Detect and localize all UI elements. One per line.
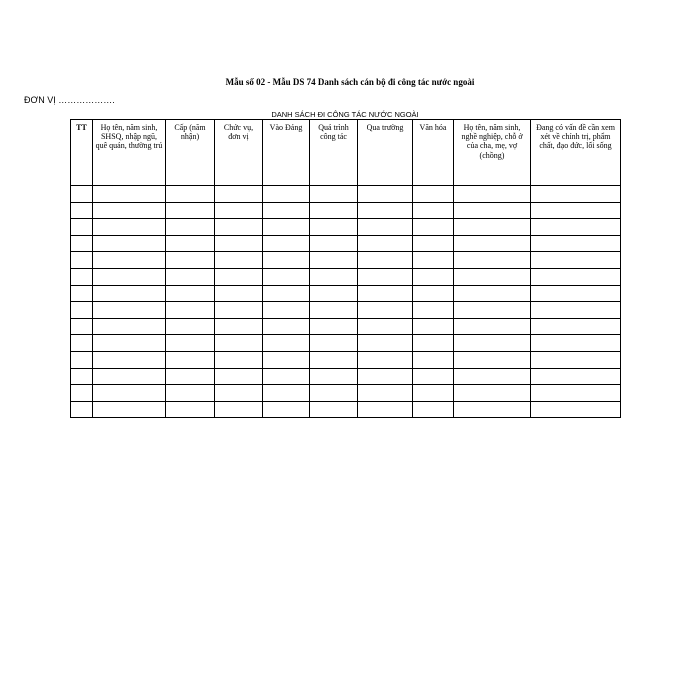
column-header-schools: Qua trường [358, 120, 413, 186]
table-cell [454, 385, 531, 402]
table-cell [93, 268, 166, 285]
table-cell [358, 368, 413, 385]
table-cell [215, 318, 263, 335]
table-cell [413, 202, 454, 219]
table-cell [413, 285, 454, 302]
table-cell [413, 351, 454, 368]
table-cell [531, 235, 621, 252]
table-cell [263, 285, 310, 302]
table-cell [454, 351, 531, 368]
table-row [71, 235, 621, 252]
table-cell [215, 268, 263, 285]
table-cell [531, 368, 621, 385]
table-cell [93, 385, 166, 402]
table-cell [166, 202, 215, 219]
table-cell [310, 235, 358, 252]
table-cell [310, 285, 358, 302]
table-cell [71, 368, 93, 385]
table-cell [531, 335, 621, 352]
table-cell [263, 368, 310, 385]
table-cell [263, 186, 310, 203]
table-body [71, 186, 621, 418]
table-cell [358, 335, 413, 352]
column-header-tt: TT [71, 120, 93, 186]
table-cell [454, 268, 531, 285]
table-cell [531, 351, 621, 368]
table-cell [93, 302, 166, 319]
table-cell [358, 186, 413, 203]
column-header-education: Văn hóa [413, 120, 454, 186]
table-cell [454, 252, 531, 269]
table-cell [310, 335, 358, 352]
table-cell [215, 202, 263, 219]
table-cell [358, 302, 413, 319]
table-cell [215, 351, 263, 368]
table-cell [166, 401, 215, 418]
table-row [71, 186, 621, 203]
table-cell [310, 401, 358, 418]
table-cell [531, 385, 621, 402]
table-cell [263, 385, 310, 402]
table-cell [454, 219, 531, 236]
table-cell [71, 351, 93, 368]
table-cell [454, 335, 531, 352]
table-cell [71, 302, 93, 319]
table-row [71, 385, 621, 402]
table-cell [263, 202, 310, 219]
table-cell [166, 186, 215, 203]
table-row [71, 202, 621, 219]
table-cell [263, 235, 310, 252]
table-cell [358, 202, 413, 219]
form-title: Mẫu số 02 - Mẫu DS 74 Danh sách cán bộ đi công tác nước ngoài [225, 77, 475, 87]
table-cell [93, 235, 166, 252]
table-cell [358, 351, 413, 368]
table-cell [454, 368, 531, 385]
table-cell [413, 268, 454, 285]
table-cell [166, 235, 215, 252]
table-cell [413, 401, 454, 418]
table-cell [263, 318, 310, 335]
table-cell [215, 186, 263, 203]
table-cell [71, 268, 93, 285]
table-cell [263, 268, 310, 285]
table-cell [413, 252, 454, 269]
table-cell [71, 252, 93, 269]
table-cell [413, 235, 454, 252]
table-cell [454, 285, 531, 302]
table-cell [413, 385, 454, 402]
table-cell [71, 235, 93, 252]
table-cell [454, 186, 531, 203]
table-cell [166, 318, 215, 335]
table-row [71, 335, 621, 352]
table-cell [531, 252, 621, 269]
column-header-issues: Đang có vấn đề cần xem xét về chính trị, phẩm chất, đạo đức, lối sống [531, 120, 621, 186]
table-cell [93, 401, 166, 418]
table-cell [358, 318, 413, 335]
table-cell [215, 368, 263, 385]
column-header-family: Họ tên, năm sinh, nghề nghiệp, chỗ ở của cha, mẹ, vợ (chồng) [454, 120, 531, 186]
table-cell [358, 385, 413, 402]
table-cell [310, 318, 358, 335]
table-cell [215, 235, 263, 252]
table-cell [71, 219, 93, 236]
table-cell [358, 268, 413, 285]
table-cell [166, 335, 215, 352]
personnel-table [70, 119, 621, 418]
table-cell [263, 401, 310, 418]
table-cell [93, 335, 166, 352]
table-cell [358, 235, 413, 252]
table-cell [71, 202, 93, 219]
table-cell [413, 219, 454, 236]
table-cell [531, 285, 621, 302]
table-cell [71, 401, 93, 418]
column-header-work-history: Quá trình công tác [310, 120, 358, 186]
table-row [71, 302, 621, 319]
table-cell [413, 335, 454, 352]
table-row [71, 252, 621, 269]
table-cell [93, 186, 166, 203]
table-cell [166, 351, 215, 368]
table-cell [358, 252, 413, 269]
table-cell [71, 285, 93, 302]
table-cell [71, 335, 93, 352]
table-cell [215, 285, 263, 302]
table-cell [215, 302, 263, 319]
table-cell [166, 252, 215, 269]
table-cell [413, 186, 454, 203]
table-row [71, 401, 621, 418]
table-cell [413, 302, 454, 319]
table-cell [263, 219, 310, 236]
table-cell [310, 368, 358, 385]
table-cell [454, 235, 531, 252]
table-header-row [71, 120, 621, 186]
table-cell [413, 368, 454, 385]
table-row [71, 351, 621, 368]
table-cell [454, 401, 531, 418]
table-cell [93, 202, 166, 219]
table-cell [531, 318, 621, 335]
table-cell [93, 219, 166, 236]
table-cell [93, 318, 166, 335]
table-cell [310, 351, 358, 368]
table-cell [71, 186, 93, 203]
table-cell [93, 285, 166, 302]
table-cell [310, 186, 358, 203]
table-cell [166, 385, 215, 402]
table-cell [454, 318, 531, 335]
table-row [71, 318, 621, 335]
table-row [71, 268, 621, 285]
table-cell [215, 252, 263, 269]
table-cell [310, 202, 358, 219]
table-cell [215, 385, 263, 402]
table-cell [71, 385, 93, 402]
table-cell [166, 302, 215, 319]
table-cell [93, 351, 166, 368]
table-cell [413, 318, 454, 335]
column-header-position: Chức vụ, đơn vị [215, 120, 263, 186]
column-header-party-join: Vào Đảng [263, 120, 310, 186]
column-header-rank: Cấp (năm nhận) [166, 120, 215, 186]
table-cell [263, 302, 310, 319]
unit-label: ĐƠN VỊ ………………. [24, 95, 115, 105]
table-row [71, 368, 621, 385]
table-cell [310, 219, 358, 236]
table-cell [358, 401, 413, 418]
table-cell [531, 302, 621, 319]
table-caption: DANH SÁCH ĐI CÔNG TÁC NƯỚC NGOÀI [271, 110, 419, 119]
table-cell [215, 335, 263, 352]
column-header-personal-info: Họ tên, năm sinh, SHSQ, nhập ngũ, quê quán, thường trú [93, 120, 166, 186]
table-cell [93, 368, 166, 385]
table-cell [310, 385, 358, 402]
table-cell [454, 302, 531, 319]
table-cell [263, 335, 310, 352]
table-cell [531, 401, 621, 418]
table-cell [358, 285, 413, 302]
table-row [71, 219, 621, 236]
table-cell [358, 219, 413, 236]
table-cell [263, 351, 310, 368]
table-cell [263, 252, 310, 269]
table-cell [531, 202, 621, 219]
table-cell [215, 219, 263, 236]
table-cell [531, 268, 621, 285]
table-cell [310, 252, 358, 269]
table-cell [215, 401, 263, 418]
table-cell [310, 302, 358, 319]
table-cell [166, 219, 215, 236]
table-cell [531, 186, 621, 203]
table-cell [166, 285, 215, 302]
table-cell [166, 368, 215, 385]
table-cell [93, 252, 166, 269]
table-cell [310, 268, 358, 285]
table-cell [454, 202, 531, 219]
table-cell [166, 268, 215, 285]
table-cell [531, 219, 621, 236]
table-cell [71, 318, 93, 335]
table-row [71, 285, 621, 302]
